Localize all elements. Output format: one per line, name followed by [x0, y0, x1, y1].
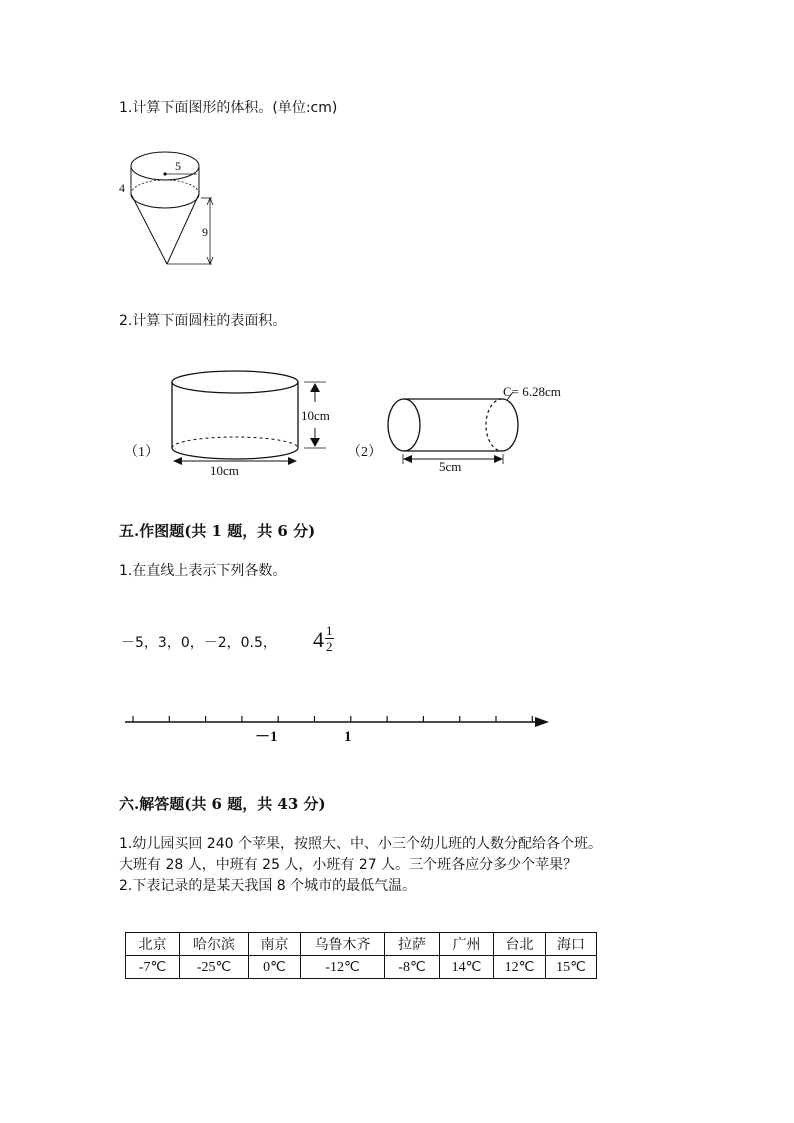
- cylinder-figure-2: [385, 380, 585, 480]
- q1-volume-prompt: 1.计算下面图形的体积。(单位:cm): [119, 100, 338, 116]
- number-line: [125, 710, 555, 750]
- mixed-whole: 4: [313, 627, 324, 652]
- q-numberline-prompt: 1.在直线上表示下列各数。: [119, 563, 287, 579]
- q-apples-line-1: 1.幼儿园买回 240 个苹果，按照大、中、小三个幼儿班的人数分配给各个班。: [119, 836, 602, 852]
- table-cell: -8℃: [385, 956, 440, 979]
- table-row-temps: [126, 956, 597, 979]
- table-cell: 14℃: [440, 956, 494, 979]
- cylinder-cone-figure: [115, 148, 215, 278]
- fig1-width-label: 10cm: [210, 463, 239, 478]
- mixed-number: [313, 622, 334, 658]
- fraction-denominator: 2: [326, 639, 333, 654]
- table-cell: 海口: [546, 933, 597, 956]
- table-cell: 拉萨: [385, 933, 440, 956]
- section-5-heading: 五.作图题(共 1 题，共 6 分): [119, 522, 316, 540]
- table-cell: 0℃: [249, 956, 301, 979]
- table-cell: 哈尔滨: [180, 933, 249, 956]
- table-cell: -12℃: [301, 956, 385, 979]
- fig2-circumference-label: C= 6.28cm: [503, 384, 561, 399]
- axis-label-one: 1: [344, 729, 352, 745]
- table-cell: 15℃: [546, 956, 597, 979]
- table-cell: 12℃: [494, 956, 546, 979]
- table-cell: 北京: [126, 933, 180, 956]
- table-row-cities: [126, 933, 597, 956]
- figure-1-tag: （1）: [124, 445, 159, 460]
- q-temperature-prompt: 2.下表记录的是某天我国 8 个城市的最低气温。: [119, 878, 417, 894]
- section-6-heading: 六.解答题(共 6 题，共 43 分): [119, 795, 326, 813]
- fraction-numerator: 1: [326, 623, 333, 638]
- table-cell: -7℃: [126, 956, 180, 979]
- table-cell: 台北: [494, 933, 546, 956]
- fig1-height-label: 10cm: [301, 408, 330, 423]
- table-cell: -25℃: [180, 956, 249, 979]
- fig2-length-label: 5cm: [439, 459, 462, 474]
- table-cell: 南京: [249, 933, 301, 956]
- table-cell: 乌鲁木齐: [301, 933, 385, 956]
- radius-label: 5: [175, 159, 181, 173]
- figure-2-tag: （2）: [347, 445, 382, 460]
- q2-surface-prompt: 2.计算下面圆柱的表面积。: [119, 313, 287, 329]
- cylinder-figure-1: [168, 366, 328, 476]
- cylinder-height-label: 4: [119, 181, 125, 195]
- temperature-table: [125, 932, 597, 979]
- table-cell: 广州: [440, 933, 494, 956]
- axis-label-neg-one: －1: [255, 729, 278, 745]
- q-apples-line-2: 大班有 28 人，中班有 25 人，小班有 27 人。三个班各应分多少个苹果？: [119, 857, 578, 873]
- cone-height-label: 9: [202, 225, 208, 239]
- number-list: －5，3，0，－2，0.5，: [121, 635, 277, 651]
